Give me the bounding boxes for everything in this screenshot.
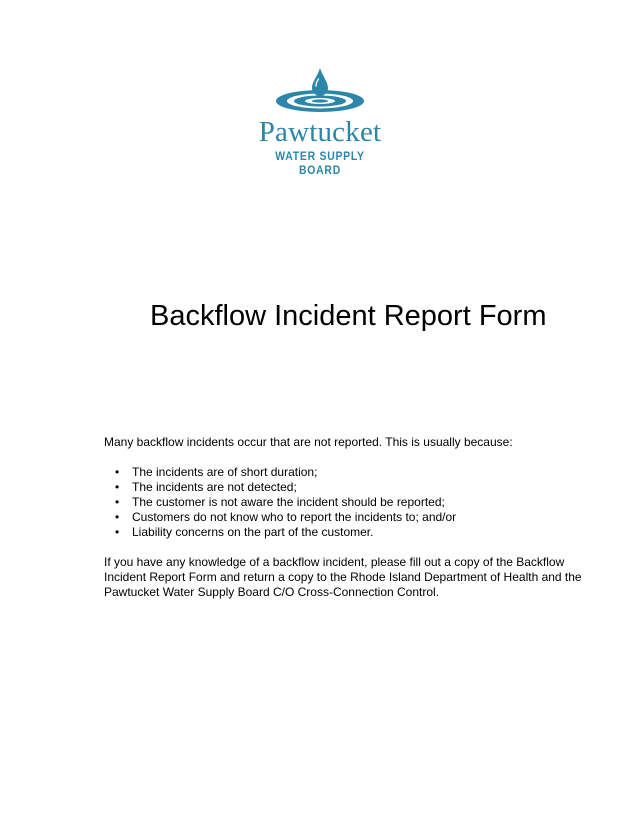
logo-name: Pawtucket <box>258 116 382 148</box>
page-title: Backflow Incident Report Form <box>150 300 547 332</box>
body-text <box>104 435 594 600</box>
logo-subtitle: WATER SUPPLY BOARD <box>275 149 365 177</box>
list-item: • The incidents are of short duration; <box>104 465 594 480</box>
list-item: • The customer is not aware the incident should be reported; <box>104 495 594 510</box>
list-item: • Customers do not know who to report the incidents to; and/or <box>104 510 594 525</box>
logo <box>250 68 390 177</box>
reasons-list <box>104 465 594 540</box>
list-item: • Liability concerns on the part of the customer. <box>104 525 594 540</box>
intro-paragraph: Many backflow incidents occur that are not reported. This is usually because: <box>104 435 513 449</box>
water-drop-icon <box>274 68 366 114</box>
list-item: • The incidents are not detected; <box>104 480 594 495</box>
instructions-paragraph: If you have any knowledge of a backflow incident, please fill out a copy of the Backflow Incident Report Form and return a copy to the Rhode Island Department of Health and the Pawtucket Water Supply Board C/O Cross-Connection Control. <box>104 555 582 599</box>
